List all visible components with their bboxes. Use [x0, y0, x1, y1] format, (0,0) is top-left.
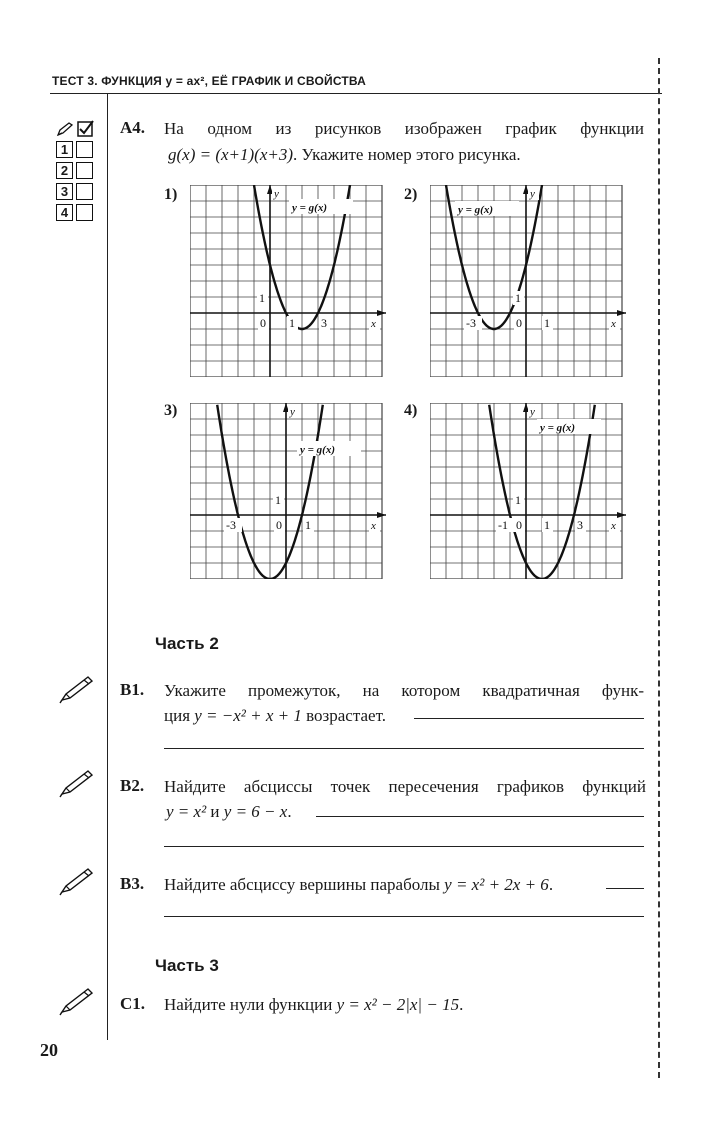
graph-number-4: 4) — [404, 402, 418, 419]
formula: g(x) = (x+1)(x+3) — [168, 145, 294, 164]
question-text-c1 — [164, 992, 463, 1018]
question-suffix: . Укажите номер этого рисунка. — [293, 145, 521, 164]
answer-legend — [56, 118, 95, 139]
answer-grid — [56, 118, 95, 223]
graph-2 — [430, 185, 635, 377]
x-axis-label: x — [611, 318, 616, 330]
x-axis-label: x — [371, 318, 376, 330]
text: Найдите нули функции — [164, 995, 333, 1014]
margin-rule — [107, 94, 108, 1040]
option-number: 1 — [56, 141, 73, 158]
graph-3 — [190, 403, 395, 579]
question-text-b1: Укажите промежуток, на котором квадратичная функ- — [164, 681, 644, 700]
y-unit-label: 1 — [259, 291, 265, 305]
checkbox-checked-icon — [77, 120, 95, 138]
formula-2: y = 6 − x — [223, 802, 288, 821]
option-number: 2 — [56, 162, 73, 179]
root-label: -3 — [226, 518, 236, 532]
origin-label: 0 — [516, 518, 522, 532]
graph-number-1: 1) — [164, 186, 178, 203]
x-unit-label: 1 — [544, 316, 550, 330]
header-rule — [50, 93, 662, 94]
y-unit-label: 1 — [515, 493, 521, 507]
y-axis-label: y — [530, 188, 535, 200]
function-label: y = g(x) — [300, 444, 335, 456]
text-suffix: . — [548, 875, 554, 894]
option-number: 3 — [56, 183, 73, 200]
answer-line-b2-2[interactable] — [164, 846, 644, 847]
question-text-a4-line2 — [168, 142, 521, 168]
grid — [190, 185, 382, 377]
text: Найдите абсциссу вершины параболы — [164, 875, 440, 894]
question-text-b2: Найдите абсциссы точек пересечения графиков функций — [164, 777, 646, 796]
text-suffix: . — [459, 995, 464, 1014]
pen-icon — [58, 986, 94, 1016]
function-label: y = g(x) — [458, 204, 493, 216]
y-axis-label: y — [530, 406, 535, 418]
answer-option-2[interactable] — [56, 160, 95, 181]
answer-line-b2[interactable] — [316, 816, 644, 817]
formula: y = x² − 2|x| − 15 — [336, 995, 460, 1014]
part-2-title: Часть 2 — [155, 634, 219, 653]
pen-icon — [58, 866, 94, 896]
answer-checkbox[interactable] — [76, 183, 93, 200]
root-label: -3 — [466, 316, 476, 330]
answer-line-b3-2[interactable] — [164, 916, 644, 917]
y-axis-label: y — [290, 406, 295, 418]
y-unit-label: 1 — [275, 493, 281, 507]
y-unit-label: 1 — [515, 291, 521, 305]
option-number: 4 — [56, 204, 73, 221]
question-text-b3 — [164, 872, 553, 898]
root-label: 1 — [289, 316, 295, 330]
question-text-b1-line2 — [164, 703, 386, 729]
conjunction: и — [210, 802, 220, 821]
function-label: y = g(x) — [540, 422, 575, 434]
question-text-a4: На одном из рисунков изображен график функции — [164, 119, 644, 138]
answer-option-4[interactable] — [56, 202, 95, 223]
answer-line-b3[interactable] — [606, 888, 644, 889]
root-label: -1 — [498, 518, 508, 532]
question-label-c1: С1. — [120, 994, 146, 1013]
graph-number-3: 3) — [164, 402, 178, 419]
function-label: y = g(x) — [292, 202, 327, 214]
question-label-b1: В1. — [120, 680, 145, 699]
origin-label: 0 — [260, 316, 266, 330]
text-prefix: ция — [164, 706, 191, 725]
text-suffix: . — [287, 802, 292, 821]
root-label: 3 — [321, 316, 327, 330]
page-number: 20 — [40, 1040, 58, 1060]
pencil-icon — [56, 121, 74, 137]
answer-checkbox[interactable] — [76, 141, 93, 158]
answer-line-b1[interactable] — [414, 718, 644, 719]
cut-line — [658, 58, 660, 1078]
graph-1 — [190, 185, 395, 377]
pen-icon — [58, 768, 94, 798]
formula-1: y = x² — [166, 802, 207, 821]
x-unit-label: 1 — [544, 518, 550, 532]
root-label: 1 — [305, 518, 311, 532]
question-label-b3: В3. — [120, 874, 145, 893]
graph-4 — [430, 403, 635, 579]
page-header: ТЕСТ 3. ФУНКЦИЯ y = ax², ЕЁ ГРАФИК И СВОЙСТВА — [52, 74, 367, 88]
graph-number-2: 2) — [404, 186, 418, 203]
x-axis-label: x — [371, 520, 376, 532]
answer-line-b1-2[interactable] — [164, 748, 644, 749]
y-axis-label: y — [274, 188, 279, 200]
answer-checkbox[interactable] — [76, 162, 93, 179]
part-3-title: Часть 3 — [155, 956, 219, 975]
answer-option-3[interactable] — [56, 181, 95, 202]
question-label-a4: А4. — [120, 118, 146, 137]
question-text-b2-line2 — [166, 799, 292, 825]
text-suffix: возрастает. — [306, 706, 386, 725]
pen-icon — [58, 674, 94, 704]
formula: y = x² + 2x + 6 — [444, 875, 549, 894]
origin-label: 0 — [276, 518, 282, 532]
x-axis-label: x — [611, 520, 616, 532]
root-label: 3 — [577, 518, 583, 532]
formula: y = −x² + x + 1 — [194, 706, 302, 725]
origin-label: 0 — [516, 316, 522, 330]
question-label-b2: В2. — [120, 776, 145, 795]
answer-option-1[interactable] — [56, 139, 95, 160]
answer-checkbox[interactable] — [76, 204, 93, 221]
